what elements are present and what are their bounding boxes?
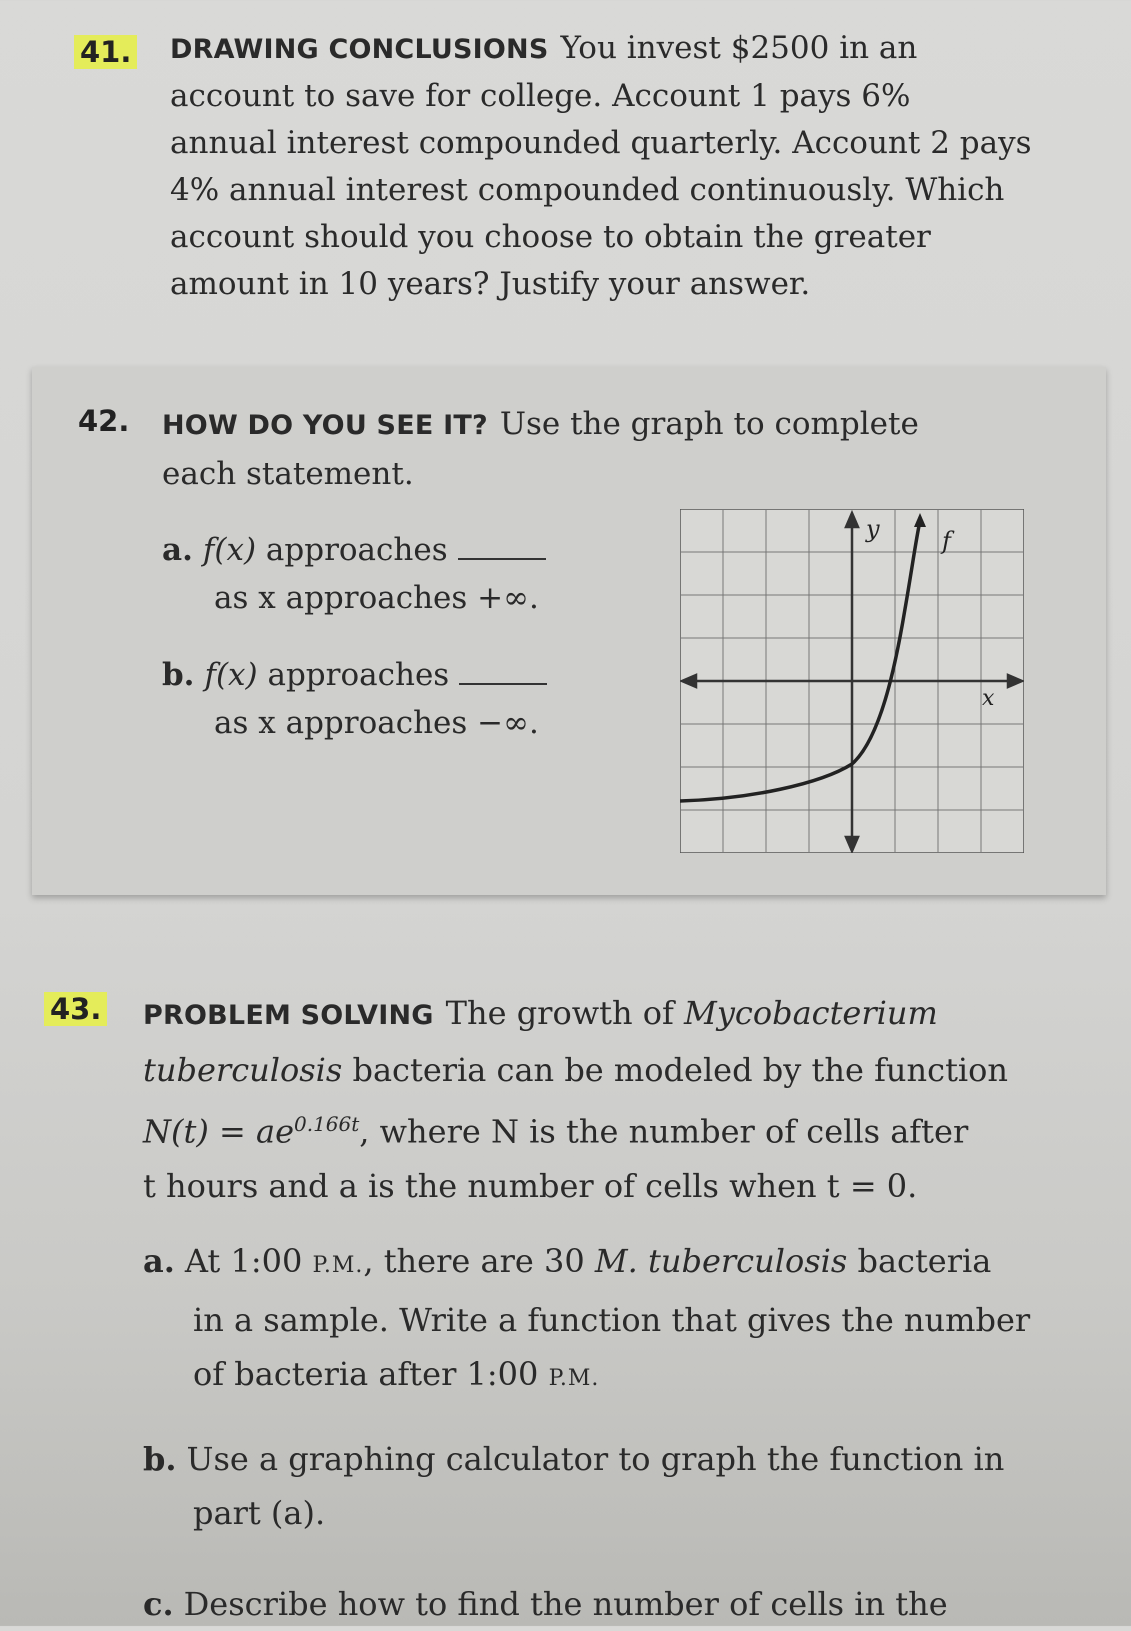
part-b: b. f(x) approaches as x approaches −∞.: [162, 651, 547, 747]
formula: N(t) = ae: [143, 1112, 294, 1151]
problem-heading: PROBLEM SOLVING: [143, 1000, 434, 1031]
y-axis-label: y: [866, 515, 880, 543]
x-axis-label: x: [982, 686, 995, 711]
answer-blank: [459, 657, 547, 685]
answer-blank: [458, 532, 546, 560]
problem-43-body: PROBLEM SOLVING The growth of Mycobacterium tuberculosis bacteria can be modeled by the function $N(t) = ae^{0.166t}$, where N is the number of cells after t hours and a is the number of cells when t = 0.: [143, 994, 1009, 1205]
problem-41-body: DRAWING CONCLUSIONS You invest $2500 in an account to save for college. Account 1 pays 6% annual interest compounded quarterly. Account 2 pays 4% annual interest compounded continuously. Which account should you choose to obtain the greater amount in 10 years? Justify your answer.: [170, 30, 1032, 302]
exponential-graph: [680, 509, 1024, 853]
part-a: a. f(x) approaches as x approaches +∞.: [162, 526, 546, 622]
curve-label: f: [942, 527, 951, 555]
problem-number: 42.: [78, 404, 130, 438]
problem-number: 43.: [44, 992, 107, 1026]
problem-number: 41.: [74, 29, 137, 76]
problem-42-body: HOW DO YOU SEE IT? Use the graph to complete each statement.: [162, 406, 919, 492]
part-a: a. At 1:00 P.M., there are 30 M. tuberculosis bacteria in a sample. Write a function that gives the number of bacteria after 1:00 P.M.: [143, 1242, 1031, 1393]
part-c: c. Describe how to find the number of cells in the: [143, 1585, 948, 1623]
problem-heading: DRAWING CONCLUSIONS: [170, 34, 549, 65]
problem-heading: HOW DO YOU SEE IT?: [162, 410, 488, 441]
part-b: b. Use a graphing calculator to graph the function in part (a).: [143, 1440, 1005, 1532]
